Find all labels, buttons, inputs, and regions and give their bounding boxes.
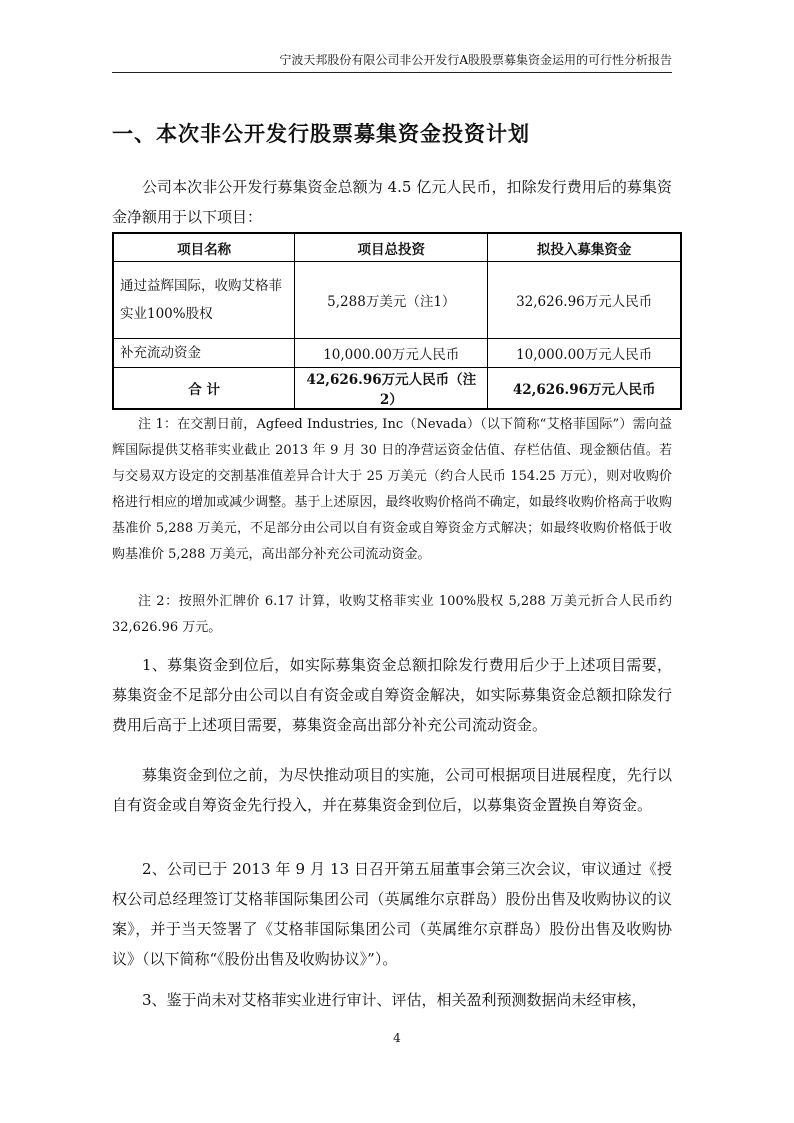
col-header-project: 项目名称 [113, 233, 295, 262]
table-row [113, 339, 681, 368]
row-project-name: 通过益辉国际，收购艾格菲实业100%股权 [113, 262, 295, 339]
table-header-row [113, 233, 681, 262]
note-1: 注 1：在交割日前，Agfeed Industries, Inc（Nevada）（以下简称“艾格菲国际”）需向益辉国际提供艾格菲实业截止 2013 年 9 月 30 日的净营运资金估值、存栏估值、现金额估值。若与交易双方设定的交割基准值差异合计大于 25 万美元（约合人民币 154.25 万元），则对收购价格进行相应的增加或减少调整。基于上述原因，最终收购价格尚不确定，如最终收购价格高于收购基准价 5,288 万美元，不足部分由公司以自有资金或自筹资金方式解决；如最终收购价格低于收购基准价 5,288 万美元，高出部分补充公司流动资金。 [112, 417, 672, 562]
total-raised-funds: 42,626.96万元人民币 [488, 368, 681, 410]
table-row [113, 262, 681, 339]
col-header-raise: 拟投入募集资金 [488, 233, 681, 262]
paragraph-3: 2、公司已于 2013 年 9 月 13 日召开第五届董事会第三次会议，审议通过《授权公司总经理签订艾格菲国际集团公司（英属维尔京群岛）股份出售及收购协议的议案》，并于当天签署了《艾格菲国际集团公司（英属维尔京群岛）股份出售及收购协议》（以下简称“《股份出售及收购协议》”）。 [112, 860, 672, 968]
paragraph-4: 3、鉴于尚未对艾格菲实业进行审计、评估，相关盈利预测数据尚未经审核， [142, 991, 647, 1009]
row-raised-funds: 10,000.00万元人民币 [488, 339, 681, 368]
running-header: 宁波天邦股份有限公司非公开发行A股股票募集资金运用的可行性分析报告 [112, 52, 672, 73]
paragraph-1: 1、募集资金到位后，如实际募集资金总额扣除发行费用后少于上述项目需要，募集资金不足部分由公司以自有资金或自筹资金解决，如实际募集资金总额扣除发行费用后高于上述项目需要，募集资金高出部分补充公司流动资金。 [112, 656, 672, 734]
note-2: 注 2：按照外汇牌价 6.17 计算，收购艾格菲实业 100%股权 5,288 万美元折合人民币约 32,626.96 万元。 [112, 594, 672, 635]
col-header-total: 项目总投资 [295, 233, 488, 262]
row-raised-funds: 32,626.96万元人民币 [488, 262, 681, 339]
row-project-name: 补充流动资金 [113, 339, 295, 368]
total-investment: 42,626.96万元人民币（注2） [295, 368, 488, 410]
section-title: 一、本次非公开发行股票募集资金投资计划 [112, 122, 530, 146]
row-total-investment: 10,000.00万元人民币 [295, 339, 488, 368]
row-total-investment: 5,288万美元（注1） [295, 262, 488, 339]
paragraph-2: 募集资金到位之前，为尽快推动项目的实施，公司可根据项目进展程度，先行以自有资金或自筹资金先行投入，并在募集资金到位后，以募集资金置换自筹资金。 [112, 766, 672, 814]
total-label: 合 计 [113, 368, 295, 410]
page-number: 4 [393, 1031, 401, 1045]
funds-table [112, 232, 682, 410]
intro-paragraph: 公司本次非公开发行募集资金总额为 4.5 亿元人民币，扣除发行费用后的募集资金净额用于以下项目： [112, 178, 672, 226]
table-total-row [113, 368, 681, 410]
